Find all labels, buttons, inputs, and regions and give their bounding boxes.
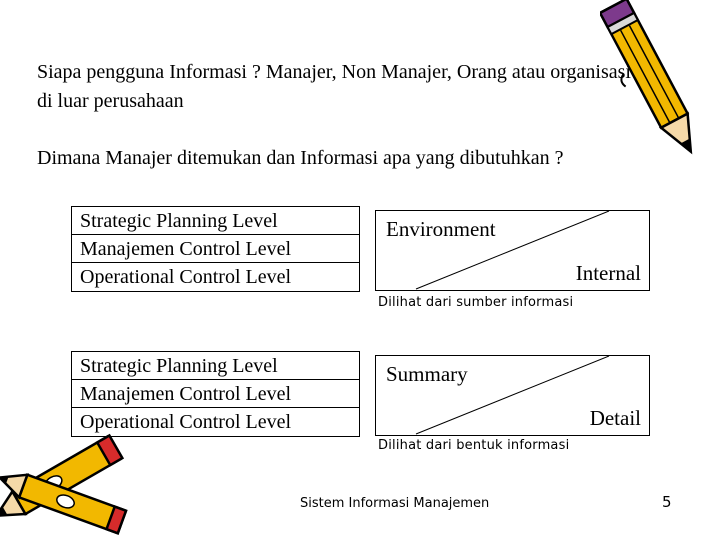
diagram-top-label: Summary (386, 362, 468, 386)
level-management-control: Manajemen Control Level (72, 235, 359, 263)
page-number: 5 (662, 493, 672, 511)
level-operational: Operational Control Level (80, 411, 292, 433)
management-levels-table (71, 351, 360, 437)
question-user-info: Siapa pengguna Informasi ? Manajer, Non Manajer, Orang atau organisasi di luar perusahaan (37, 61, 631, 112)
diagram-bottom-label: Detail (589, 406, 641, 430)
level-strategic: Strategic Planning Level (72, 352, 359, 380)
level-operational: Operational Control Level (80, 266, 292, 288)
pencils-icon (0, 430, 150, 540)
level-strategic: Strategic Planning Level (72, 207, 359, 235)
source-diagram-box (375, 210, 650, 291)
slide-footer: Sistem Informasi Manajemen (300, 496, 490, 511)
diagram-bottom-label: Internal (575, 261, 641, 285)
diagram-caption: Dilihat dari bentuk informasi (378, 438, 570, 453)
level-management-control: Manajemen Control Level (72, 380, 359, 408)
diagram-top-label: Environment (386, 217, 496, 241)
management-levels-table (71, 206, 360, 292)
diagram-caption: Dilihat dari sumber informasi (378, 295, 574, 310)
form-diagram-box (375, 355, 650, 436)
question-manager-info: Dimana Manajer ditemukan dan Informasi apa yang dibutuhkan ? (37, 147, 564, 169)
